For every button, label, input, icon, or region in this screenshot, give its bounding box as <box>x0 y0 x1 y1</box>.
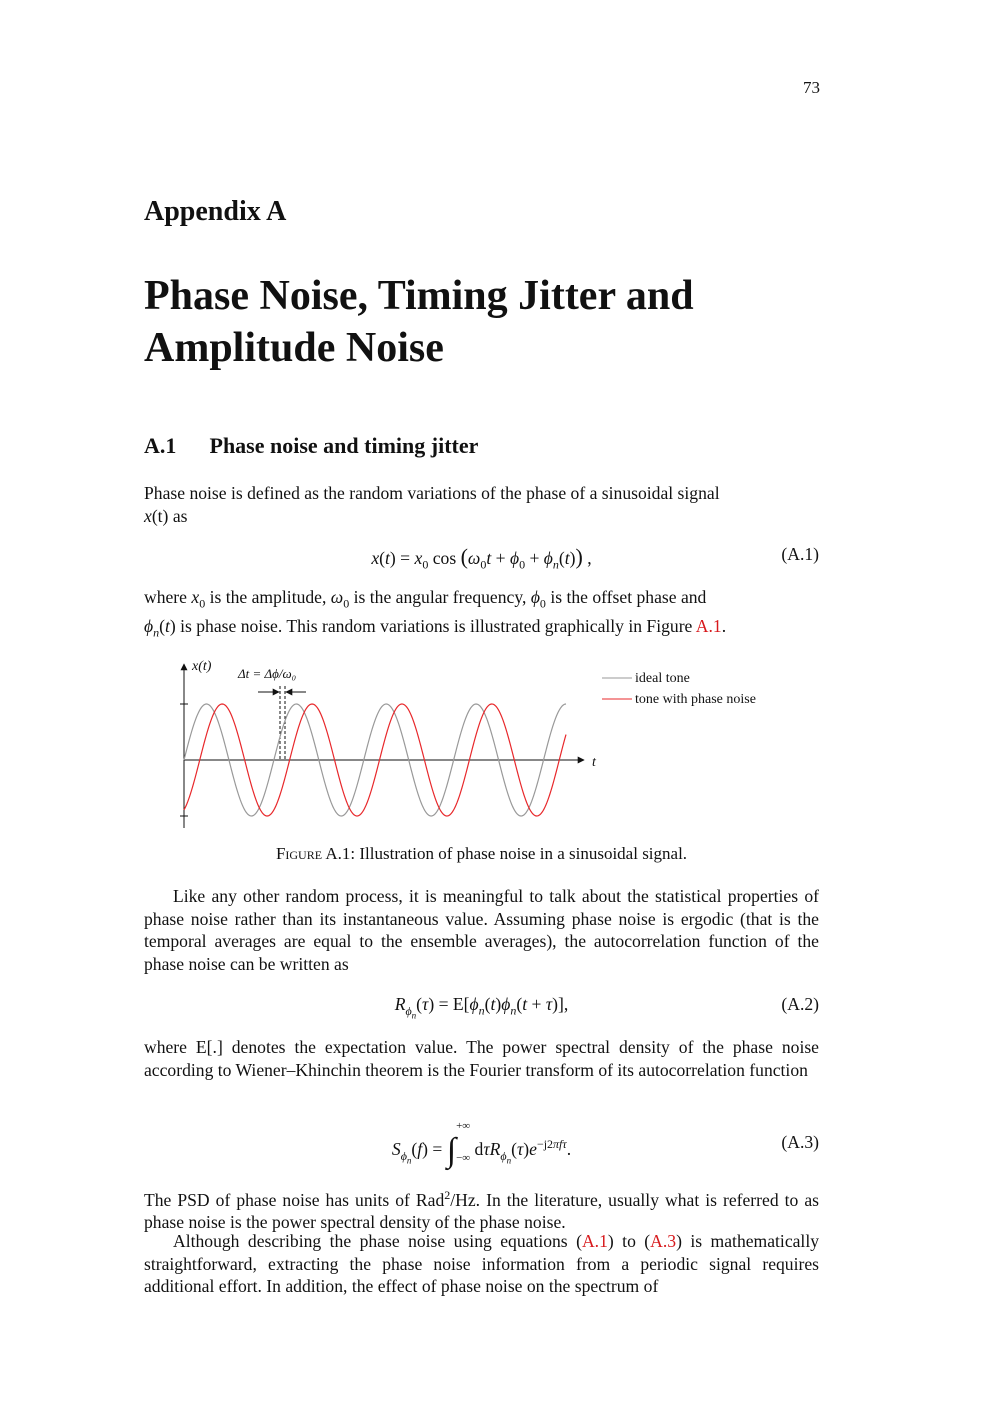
section-number: A.1 <box>144 433 177 458</box>
section-heading <box>144 433 478 459</box>
para6-t3: ) is mathematically straightforward, extracting the phase noise information from a periodic signal requires additional effort. In addition, the effect of phase noise on the spectrum of <box>144 1231 820 1297</box>
var-x: x <box>144 505 152 526</box>
legend <box>602 671 756 707</box>
legend-noisy-label: tone with phase noise <box>635 692 756 707</box>
para5-t2: /Hz. In the literature, usually what is referred to as phase noise is the power spectral density of the phase noise. <box>144 1189 819 1233</box>
delta-t-annotation: Δt = Δϕ/ω₀ <box>238 666 297 681</box>
figure-ref-link[interactable]: A.1 <box>695 616 722 637</box>
chapter-title-line2: Amplitude Noise <box>144 325 444 371</box>
x-axis-label: t <box>592 755 596 770</box>
equation-a3-body: $S_{\phi_n}(f)$ = ∫+∞ −∞ $d\tau R_{\phi_n}(\tau)e^{-j2\pi f\tau}$. <box>391 1119 572 1169</box>
equation-a3 <box>144 1119 819 1169</box>
appendix-label: Appendix A <box>144 196 287 227</box>
arg-t: (t) <box>151 505 169 526</box>
equation-a2-number: (A.2) <box>781 994 819 1014</box>
para2-t2: is the amplitude, <box>205 587 331 607</box>
paragraph-intro <box>144 482 819 527</box>
section-title: Phase noise and timing jitter <box>209 433 479 458</box>
equation-a1 <box>144 540 819 570</box>
equation-a1-body: $x(t) = x_0$ $\cos (\omega_0t + \phi_0 + \phi_n(t))$ , <box>371 544 592 572</box>
para2-t4: is the offset phase and <box>545 587 707 607</box>
y-axis-label: x(t) <box>192 659 212 674</box>
figure-caption <box>144 844 819 864</box>
equation-ref-a1-link[interactable]: A.1 <box>581 1231 608 1251</box>
chapter-title-line1: Phase Noise, Timing Jitter and <box>144 273 694 319</box>
page-number: 73 <box>803 78 820 97</box>
para1-tail: as <box>168 505 188 526</box>
phase-noise-figure <box>144 650 824 840</box>
para2-t1: where <box>144 587 192 607</box>
equation-ref-a3-link[interactable]: A.3 <box>650 1231 677 1251</box>
para2-t6: . <box>721 616 727 637</box>
para1-text: Phase noise is defined as the random variations of the phase of a sinusoidal signal <box>144 483 720 503</box>
para5-t1: The PSD of phase noise has units of Rad <box>144 1189 445 1210</box>
para2-t3: is the angular frequency, <box>349 587 531 607</box>
para5-sup: 2 <box>444 1188 451 1202</box>
paragraph-psd: where E[.] denotes the expectation value. The power spectral density of the phase noise according to Wiener–Khinchin theorem is the Fourier transform of its autocorrelation function <box>144 1037 819 1080</box>
equation-a1-number: (A.1) <box>781 544 819 564</box>
equation-a2 <box>144 990 819 1020</box>
equation-a3-number: (A.3) <box>781 1132 819 1152</box>
equation-a2-body: $R_{\phi_n}(\tau) = E[\phi_n(t)\phi_n(t + \tau)]$, <box>394 994 569 1020</box>
paragraph-definitions: where $x_0$ is the amplitude, $\omega_0$ is the angular frequency, $\phi_0$ is the offset phase and $\phi_n(t)$ is phase noise. This random variations is illustrated graphically in Figure A.1. <box>144 587 727 640</box>
caption-text: A.1: Illustration of phase noise in a sinusoidal signal. <box>322 844 688 863</box>
legend-ideal-label: ideal tone <box>635 671 690 686</box>
para2-t5: is phase noise. This random variations is illustrated graphically in Figure <box>175 616 696 637</box>
caption-prefix: Figure <box>275 844 323 863</box>
paragraph-extraction <box>144 1230 819 1298</box>
chapter-title <box>144 270 844 374</box>
para6-t2: ) to ( <box>607 1231 651 1251</box>
paragraph-statistics: Like any other random process, it is meaningful to talk about the statistical properties of phase noise rather than its instantaneous value. Assuming phase noise is ergodic (that is the temporal averages are equal to the ensemble averages), the autocorrelation function of the phase noise can be written as <box>144 886 819 974</box>
paragraph-units <box>144 1184 819 1234</box>
para6-t1: Although describing the phase noise using equations ( <box>173 1231 582 1251</box>
